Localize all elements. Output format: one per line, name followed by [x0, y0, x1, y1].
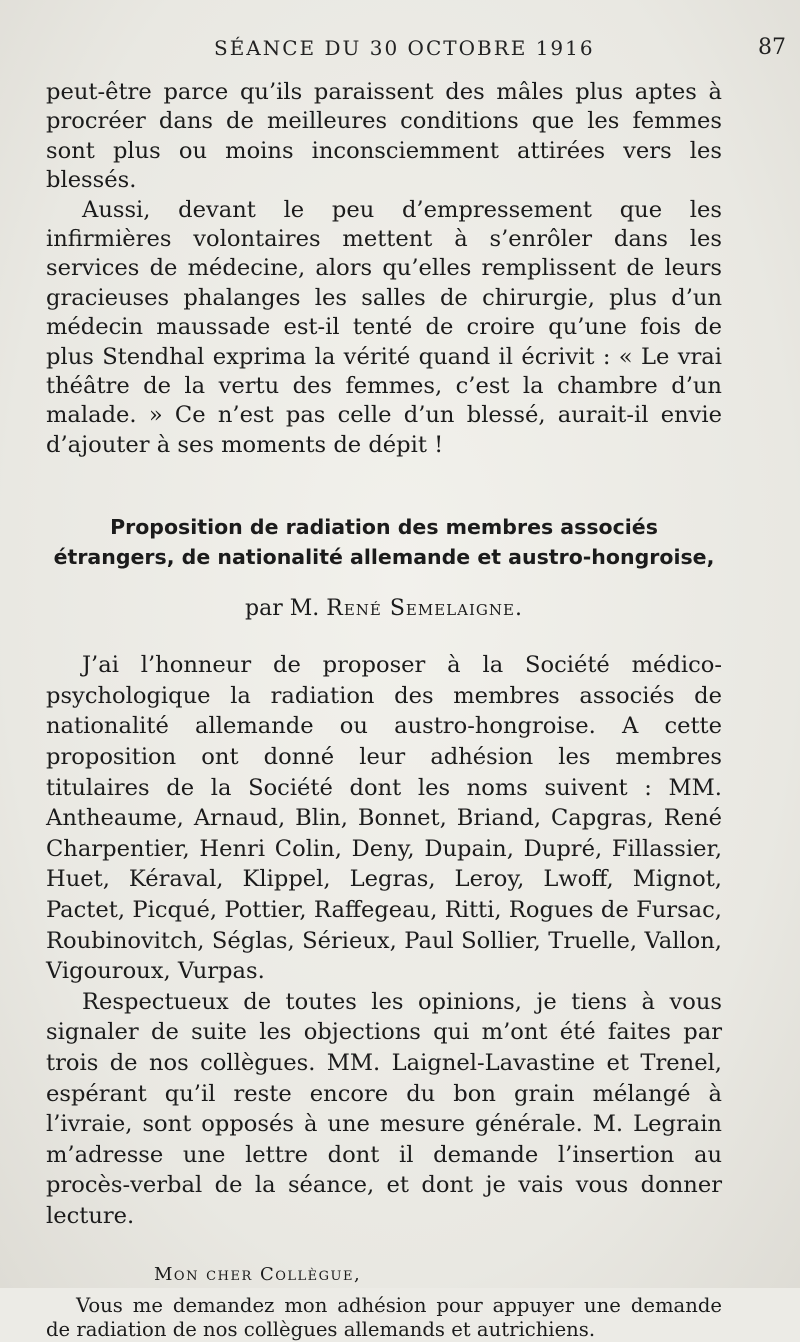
paragraph-continuation: peut-être parce qu’ils paraissent des mâles plus aptes à procréer dans de meilleures conditions que les femmes sont plus ou moins inconsciemment attirées vers les blessés. — [46, 79, 722, 194]
page-number: 87 — [758, 35, 786, 60]
letter-salutation: Mon cher Collègue, — [154, 1263, 362, 1285]
section-heading-line-2: étrangers, de nationalité allemande et austro-hongroise, — [53, 545, 715, 570]
text-block — [46, 78, 722, 1342]
byline-author: René Semelaigne. — [326, 596, 523, 622]
paragraph-stendhal: Aussi, devant le peu d’empressement que les infirmières volontaires mettent à s’enrôler dans les services de médecine, alors qu’elles remplissent de leurs gracieuses phalanges les salles de chirurgie, plus d’un médecin maussade est-il tenté de croire qu’une fois de plus Stendhal exprima la vérité quand il écrivit : « Le vrai théâtre de la vertu des femmes, c’est la chambre d’un malade. » Ce n’est pas celle d’un blessé, aurait-il envie d’ajouter à ses moments de dépit ! — [46, 196, 722, 458]
author-byline — [46, 594, 722, 624]
byline-prefix: par M. — [245, 596, 320, 622]
paragraph-objections: Respectueux de toutes les opinions, je tiens à vous signaler de suite les objections qui m’ont été faites par trois de nos collègues. MM. Laignel-Lavastine et Trenel, espérant qu’il reste encore du bon grain mélangé à l’ivraie, sont opposés à une mesure générale. M. Legrain m’adresse une lettre dont il demande l’insertion au procès-verbal de la séance, et dont je vais vous donner lecture. — [46, 988, 722, 1229]
section-heading-line-1: Proposition de radiation des membres associés — [110, 515, 658, 540]
running-head: SÉANCE DU 30 OCTOBRE 1916 — [214, 36, 595, 60]
letter-body: Vous me demandez mon adhésion pour appuyer une demande de radiation de nos collègues allemands et autrichiens. — [46, 1293, 722, 1341]
section-heading — [46, 512, 722, 572]
paragraph-proposal: J’ai l’honneur de proposer à la Société médico-psychologique la radiation des membres associés de nationalité allemande ou austro-hongroise. A cette proposition ont donné leur adhésion les membres titulaires de la Société dont les noms suivent : MM. Antheaume, Arnaud, Blin, Bonnet, Briand, Capgras, René Charpentier, Henri Colin, Deny, Dupain, Dupré, Fillassier, Huet, Kéraval, Klippel, Legras, Leroy, Lwoff, Mignot, Pactet, Picqué, Pottier, Raffegeau, Ritti, Rogues de Fursac, Roubinovitch, Séglas, Sérieux, Paul Sollier, Truelle, Vallon, Vigouroux, Vurpas. — [46, 652, 722, 985]
page-header — [0, 32, 800, 66]
